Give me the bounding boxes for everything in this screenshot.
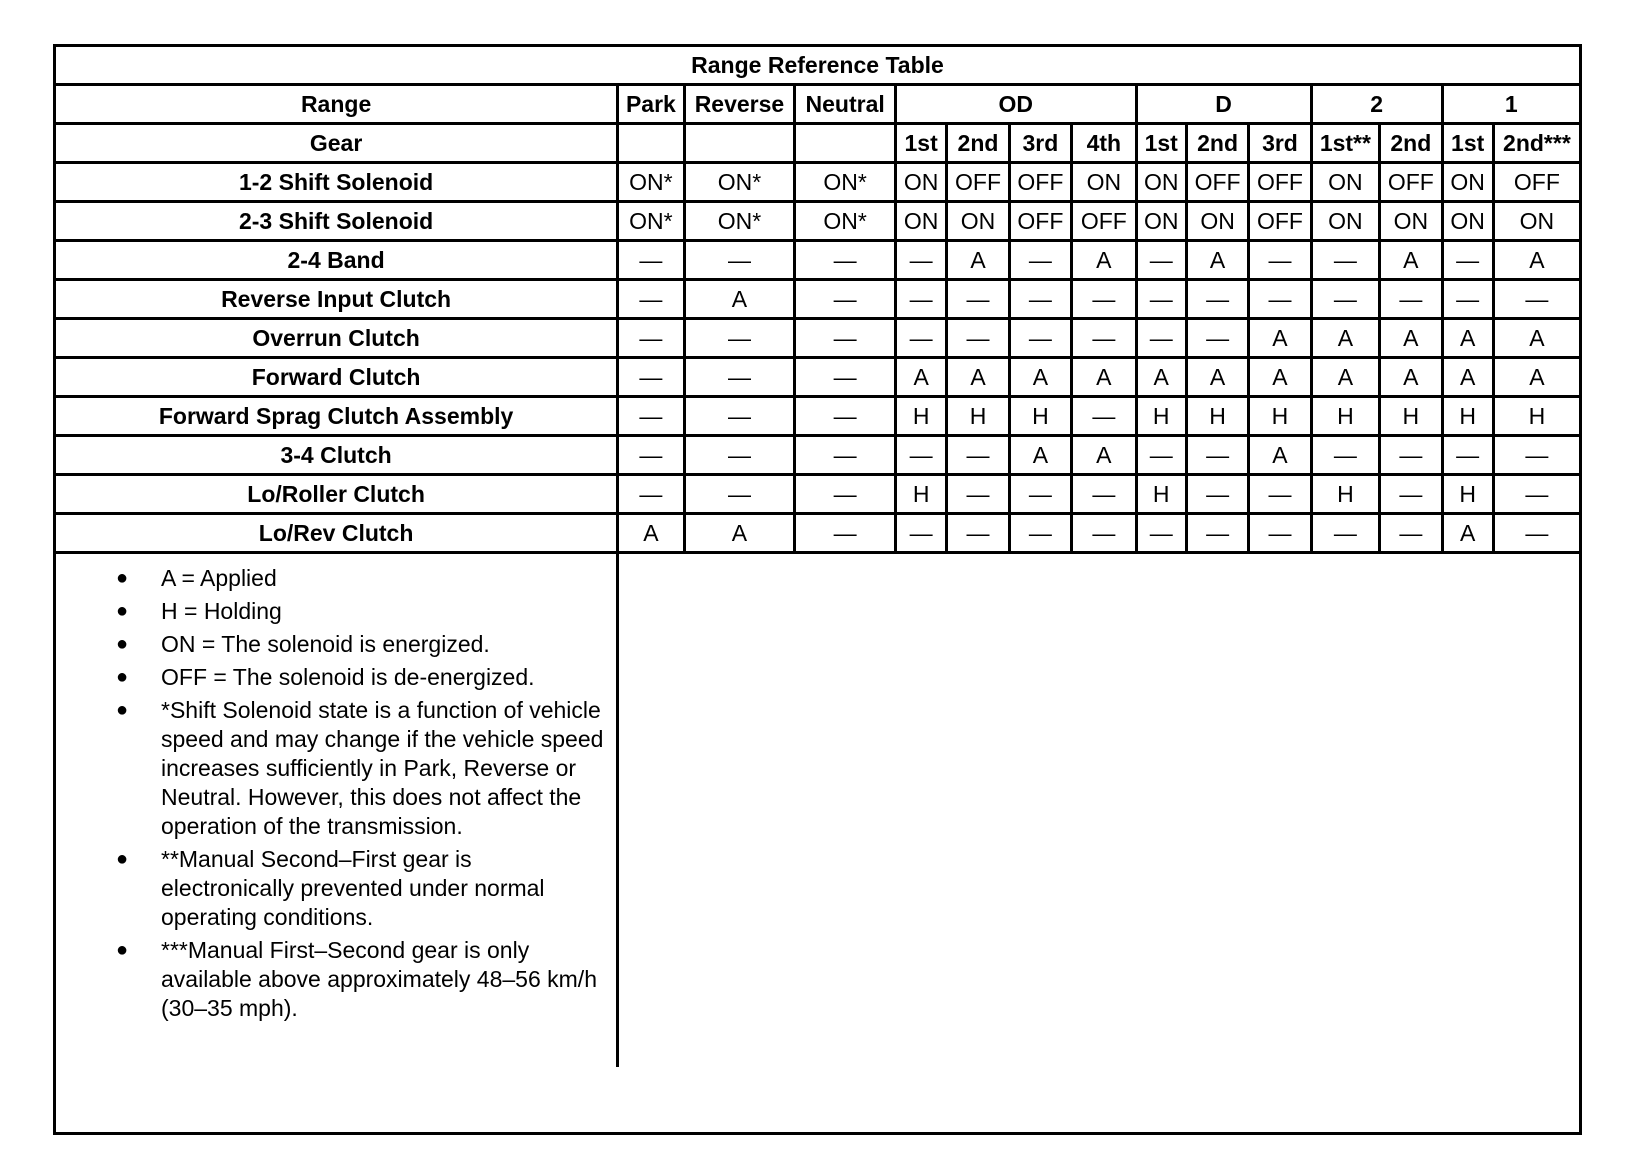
table-cell: —: [1186, 280, 1248, 319]
table-cell: A: [1249, 319, 1311, 358]
table-row: [56, 475, 1579, 514]
table-cell: OFF: [1009, 202, 1071, 241]
table-cell: —: [795, 280, 896, 319]
range-od: OD: [895, 85, 1136, 124]
table-cell: —: [1249, 241, 1311, 280]
table-cell: ON*: [684, 163, 795, 202]
table-cell: —: [1009, 319, 1071, 358]
gear-header-cell: [684, 124, 795, 163]
gear-header-cell: 1st: [1136, 124, 1186, 163]
table-cell: H: [1136, 475, 1186, 514]
table-cell: ON: [1186, 202, 1248, 241]
range-reference-table: [56, 47, 1579, 1067]
table-cell: H: [1311, 475, 1379, 514]
table-cell: —: [618, 397, 684, 436]
table-cell: ON: [1311, 202, 1379, 241]
bullet-icon: ●: [116, 600, 129, 622]
table-cell: —: [1186, 319, 1248, 358]
table-cell: —: [1493, 436, 1579, 475]
table-cell: ON: [947, 202, 1009, 241]
table-cell: ON*: [795, 202, 896, 241]
table-cell: —: [795, 358, 896, 397]
table-cell: —: [618, 436, 684, 475]
gear-label: Gear: [56, 124, 618, 163]
gear-header-cell: 1st: [1442, 124, 1493, 163]
gear-header-cell: [618, 124, 684, 163]
table-cell: —: [1072, 319, 1136, 358]
table-cell: —: [895, 241, 946, 280]
table-cell: —: [1249, 475, 1311, 514]
table-cell: —: [684, 241, 795, 280]
table-cell: H: [1493, 397, 1579, 436]
title-row: [56, 47, 1579, 85]
legend-text: A = Applied: [161, 565, 277, 591]
table-cell: A: [1380, 241, 1442, 280]
gear-header-cell: 1st: [895, 124, 946, 163]
gear-row: [56, 124, 1579, 163]
table-cell: —: [1136, 319, 1186, 358]
table-cell: A: [1380, 319, 1442, 358]
table-cell: —: [947, 436, 1009, 475]
range-row: [56, 85, 1579, 124]
table-cell: ON: [895, 163, 946, 202]
table-cell: —: [1493, 475, 1579, 514]
table-cell: A: [1072, 241, 1136, 280]
table-cell: —: [684, 319, 795, 358]
table-cell: —: [1136, 241, 1186, 280]
table-cell: —: [1072, 280, 1136, 319]
table-cell: OFF: [1249, 163, 1311, 202]
table-cell: —: [895, 319, 946, 358]
table-cell: A: [1136, 358, 1186, 397]
gear-header-cell: 2nd: [1380, 124, 1442, 163]
table-cell: ON*: [684, 202, 795, 241]
table-cell: H: [1442, 397, 1493, 436]
legend-text: **Manual Second–First gear is electronically prevented under normal operating conditions.: [161, 846, 545, 930]
table-row: [56, 241, 1579, 280]
table-cell: H: [1186, 397, 1248, 436]
table-cell: —: [1442, 241, 1493, 280]
table-cell: H: [1136, 397, 1186, 436]
row-label: 2-3 Shift Solenoid: [56, 202, 618, 241]
row-label: Lo/Rev Clutch: [56, 514, 618, 553]
table-row: [56, 319, 1579, 358]
table-cell: A: [1311, 319, 1379, 358]
table-cell: OFF: [1380, 163, 1442, 202]
table-cell: —: [1186, 514, 1248, 553]
row-label: 3-4 Clutch: [56, 436, 618, 475]
table-cell: ON*: [618, 163, 684, 202]
table-cell: —: [1380, 514, 1442, 553]
table-cell: A: [947, 241, 1009, 280]
bullet-icon: ●: [116, 666, 129, 688]
table-cell: —: [1136, 280, 1186, 319]
table-cell: —: [1380, 475, 1442, 514]
table-cell: ON: [1136, 163, 1186, 202]
table-cell: —: [684, 475, 795, 514]
table-cell: A: [684, 514, 795, 553]
row-label: 2-4 Band: [56, 241, 618, 280]
table-cell: —: [1493, 514, 1579, 553]
table-cell: H: [1380, 397, 1442, 436]
table-cell: —: [947, 475, 1009, 514]
table-cell: —: [1009, 475, 1071, 514]
gear-header-cell: 3rd: [1009, 124, 1071, 163]
legend-text: ***Manual First–Second gear is only available above approximately 48–56 km/h (30–35 mph).: [161, 937, 597, 1021]
gear-header-cell: 2nd***: [1493, 124, 1579, 163]
table-cell: —: [1136, 514, 1186, 553]
table-cell: —: [1311, 280, 1379, 319]
legend-item: [56, 936, 610, 1023]
table-title: Range Reference Table: [56, 47, 1579, 85]
table-cell: H: [1311, 397, 1379, 436]
bullet-icon: ●: [116, 939, 129, 961]
legend-item: [56, 564, 610, 593]
legend-text: H = Holding: [161, 598, 282, 624]
legend-item: [56, 845, 610, 932]
table-cell: ON: [1311, 163, 1379, 202]
table-cell: —: [947, 514, 1009, 553]
range-1: 1: [1442, 85, 1579, 124]
table-cell: —: [895, 280, 946, 319]
legend-item: [56, 663, 610, 692]
table-cell: —: [1136, 436, 1186, 475]
table-row: [56, 436, 1579, 475]
table-cell: ON: [1072, 163, 1136, 202]
table-cell: —: [1311, 241, 1379, 280]
table-cell: —: [795, 319, 896, 358]
table-cell: —: [1442, 280, 1493, 319]
table-cell: A: [1186, 358, 1248, 397]
legend-cell: [56, 553, 618, 1068]
table-cell: A: [618, 514, 684, 553]
range-neutral: Neutral: [795, 85, 896, 124]
gear-header-cell: 2nd: [947, 124, 1009, 163]
table-cell: —: [1380, 280, 1442, 319]
table-cell: H: [895, 397, 946, 436]
table-cell: —: [618, 475, 684, 514]
gear-header-cell: 4th: [1072, 124, 1136, 163]
range-reference-table-frame: [53, 44, 1582, 1135]
table-cell: —: [1311, 436, 1379, 475]
table-cell: —: [618, 358, 684, 397]
row-label: Reverse Input Clutch: [56, 280, 618, 319]
table-cell: —: [618, 241, 684, 280]
table-cell: A: [1442, 319, 1493, 358]
table-cell: —: [1249, 514, 1311, 553]
table-cell: ON*: [795, 163, 896, 202]
table-cell: A: [1311, 358, 1379, 397]
table-cell: A: [1442, 358, 1493, 397]
table-row: [56, 280, 1579, 319]
bullet-icon: ●: [116, 699, 129, 721]
table-cell: —: [1442, 436, 1493, 475]
legend-list: [56, 554, 616, 1067]
row-label: 1-2 Shift Solenoid: [56, 163, 618, 202]
legend-text: OFF = The solenoid is de-energized.: [161, 664, 535, 690]
table-cell: OFF: [1493, 163, 1579, 202]
table-cell: A: [947, 358, 1009, 397]
gear-header-cell: 2nd: [1186, 124, 1248, 163]
table-cell: ON: [1380, 202, 1442, 241]
range-label: Range: [56, 85, 618, 124]
table-cell: —: [1493, 280, 1579, 319]
table-cell: —: [1072, 514, 1136, 553]
table-cell: ON*: [618, 202, 684, 241]
table-cell: A: [1493, 358, 1579, 397]
table-cell: A: [1380, 358, 1442, 397]
row-label: Forward Clutch: [56, 358, 618, 397]
table-cell: A: [1072, 436, 1136, 475]
table-cell: OFF: [1072, 202, 1136, 241]
row-label: Overrun Clutch: [56, 319, 618, 358]
table-cell: —: [1009, 241, 1071, 280]
table-row: [56, 358, 1579, 397]
table-cell: —: [795, 397, 896, 436]
table-cell: ON: [1493, 202, 1579, 241]
table-cell: OFF: [1009, 163, 1071, 202]
table-cell: —: [684, 358, 795, 397]
range-2: 2: [1311, 85, 1442, 124]
table-cell: A: [1493, 241, 1579, 280]
legend-item: [56, 630, 610, 659]
table-cell: —: [684, 397, 795, 436]
table-cell: —: [1186, 436, 1248, 475]
table-cell: —: [1380, 436, 1442, 475]
table-cell: H: [1249, 397, 1311, 436]
table-row: [56, 202, 1579, 241]
range-reverse: Reverse: [684, 85, 795, 124]
table-cell: A: [684, 280, 795, 319]
table-cell: —: [1072, 397, 1136, 436]
row-label: Forward Sprag Clutch Assembly: [56, 397, 618, 436]
table-cell: A: [1442, 514, 1493, 553]
table-row: [56, 397, 1579, 436]
bullet-icon: ●: [116, 848, 129, 870]
legend-text: ON = The solenoid is energized.: [161, 631, 490, 657]
gear-header-cell: 3rd: [1249, 124, 1311, 163]
row-label: Lo/Roller Clutch: [56, 475, 618, 514]
table-cell: A: [895, 358, 946, 397]
table-cell: ON: [1442, 202, 1493, 241]
table-cell: —: [1311, 514, 1379, 553]
table-cell: —: [895, 436, 946, 475]
table-cell: —: [795, 475, 896, 514]
range-d: D: [1136, 85, 1311, 124]
table-cell: A: [1009, 436, 1071, 475]
table-cell: —: [618, 280, 684, 319]
table-cell: —: [795, 241, 896, 280]
table-cell: —: [618, 319, 684, 358]
table-cell: —: [1009, 514, 1071, 553]
table-cell: H: [1442, 475, 1493, 514]
table-cell: H: [895, 475, 946, 514]
table-cell: OFF: [1186, 163, 1248, 202]
table-cell: —: [795, 514, 896, 553]
table-cell: A: [1249, 358, 1311, 397]
table-cell: —: [1186, 475, 1248, 514]
table-cell: —: [947, 280, 1009, 319]
table-cell: A: [1072, 358, 1136, 397]
table-cell: ON: [1136, 202, 1186, 241]
table-cell: OFF: [947, 163, 1009, 202]
table-cell: —: [1249, 280, 1311, 319]
gear-header-cell: [795, 124, 896, 163]
blank-area: [618, 553, 1579, 1068]
table-cell: H: [1009, 397, 1071, 436]
table-cell: A: [1186, 241, 1248, 280]
table-cell: —: [1072, 475, 1136, 514]
table-cell: H: [947, 397, 1009, 436]
table-row: [56, 514, 1579, 553]
gear-header-cell: 1st**: [1311, 124, 1379, 163]
legend-text: *Shift Solenoid state is a function of vehicle speed and may change if the vehicle speed increases sufficiently in Park, Reverse or Neutral. However, this does not affect the operation of the transmission.: [161, 697, 604, 839]
table-cell: —: [947, 319, 1009, 358]
table-cell: A: [1009, 358, 1071, 397]
legend-item: [56, 696, 610, 841]
table-cell: —: [895, 514, 946, 553]
notes-row: [56, 553, 1579, 1068]
table-cell: A: [1493, 319, 1579, 358]
table-cell: —: [795, 436, 896, 475]
bullet-icon: ●: [116, 567, 129, 589]
table-cell: OFF: [1249, 202, 1311, 241]
table-cell: ON: [1442, 163, 1493, 202]
range-park: Park: [618, 85, 684, 124]
legend-item: [56, 597, 610, 626]
table-row: [56, 163, 1579, 202]
bullet-icon: ●: [116, 633, 129, 655]
table-cell: —: [684, 436, 795, 475]
table-cell: —: [1009, 280, 1071, 319]
table-cell: A: [1249, 436, 1311, 475]
table-cell: ON: [895, 202, 946, 241]
